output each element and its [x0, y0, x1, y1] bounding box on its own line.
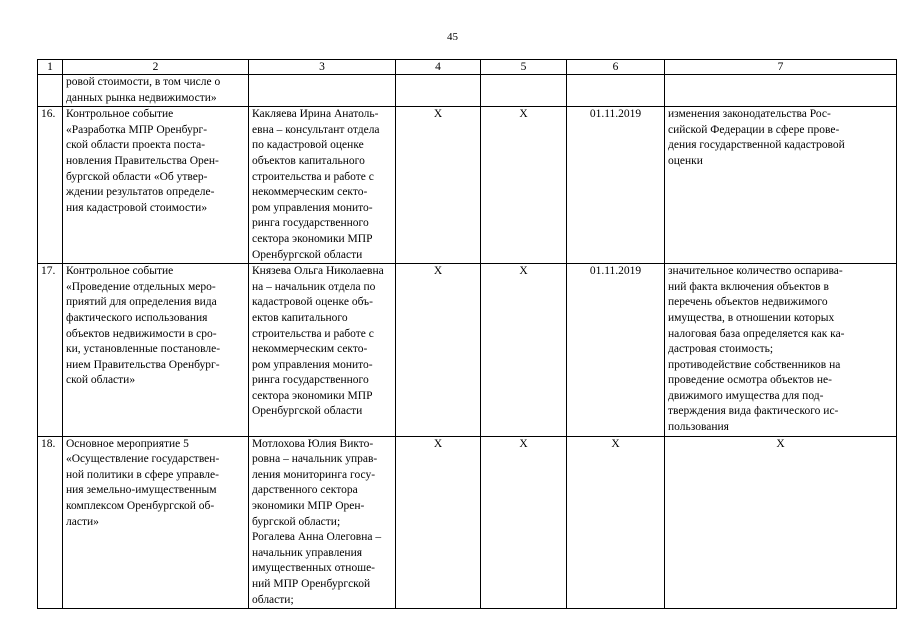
event-cell [63, 107, 249, 264]
text-line: ний МПР Оренбургской [252, 578, 371, 590]
text-line: Оренбургской области [252, 248, 363, 261]
text-line: движимого имущества для под- [668, 389, 824, 402]
risk-cell [665, 264, 897, 437]
row-number-cell: 17. [38, 264, 63, 437]
text-line: ласти» [66, 515, 99, 528]
text-line: дастровая стоимость; [668, 343, 774, 356]
text-line: ской области» [66, 374, 136, 387]
col5-cell: X [481, 107, 567, 264]
text-line: перечень объектов недвижимого [668, 296, 828, 309]
responsible-cell [249, 436, 396, 609]
text-line: Основное мероприятие 5 [66, 437, 189, 450]
date-cell: X [567, 436, 665, 609]
text-line: кадастровой оценке объ- [252, 296, 373, 309]
text-line: бургской области «Об утвер- [66, 170, 208, 183]
text-line: сектора экономики МПР [252, 232, 373, 245]
text-line: бургской области; [252, 515, 341, 528]
col5-cell: X [481, 264, 567, 437]
text-line: изменения законодательства Рос- [668, 108, 831, 121]
text-line: Оренбургской области [252, 405, 363, 418]
text-line: комплексом Оренбургской об- [66, 500, 215, 513]
text-line: ром управления монито- [252, 201, 373, 214]
text-line: евна – консультант отдела [252, 123, 380, 136]
date-cell: 01.11.2019 [567, 264, 665, 437]
column-header-5: 5 [481, 60, 567, 75]
continuation-row [38, 75, 897, 107]
col7-cell [665, 75, 897, 107]
text-line: приятий для определения вида [66, 296, 217, 309]
col5-cell [481, 75, 567, 107]
text-line: ринга государственного [252, 217, 369, 230]
text-line: объектов капитального [252, 154, 365, 167]
program-events-table [37, 59, 897, 609]
column-header-1: 1 [38, 60, 63, 75]
event-cell [63, 436, 249, 609]
table-row-18 [38, 436, 897, 609]
text-line: ния земельно-имущественным [66, 484, 217, 497]
column-header-7: 7 [665, 60, 897, 75]
text-line: налоговая база определяется как ка- [668, 327, 845, 340]
text-line: сектора экономики МПР [252, 389, 373, 402]
text-line: ний факта включения объектов в [668, 280, 829, 293]
text-line: сийской Федерации в сфере прове- [668, 123, 840, 136]
text-line: дарственного сектора [252, 484, 358, 497]
text-line: ления мониторинга госу- [252, 468, 376, 481]
text-line: Какляева Ирина Анатоль- [252, 108, 379, 121]
row-number-cell: 18. [38, 436, 63, 609]
text-line: ной политики в сфере управле- [66, 468, 219, 481]
column-header-4: 4 [396, 60, 481, 75]
text-line: начальник управления [252, 546, 363, 559]
text-line: ровой стоимости, в том числе о [66, 76, 221, 88]
text-line: некоммерческим секто- [252, 343, 368, 356]
text-line: объектов недвижимости в сро- [66, 327, 217, 340]
text-line: ром управления монито- [252, 358, 373, 371]
text-line: Мотлохова Юлия Викто- [252, 437, 374, 450]
text-line: данных рынка недвижимости» [66, 91, 217, 104]
text-line: оценки [668, 154, 703, 167]
row-number-cell [38, 75, 63, 107]
text-line: на – начальник отдела по [252, 280, 376, 293]
col5-cell: X [481, 436, 567, 609]
text-line: проведение осмотра объектов не- [668, 374, 832, 387]
row-number-cell: 16. [38, 107, 63, 264]
col6-cell [567, 75, 665, 107]
text-line: противодействие собственников на [668, 358, 841, 371]
text-line: Князева Ольга Николаевна [252, 265, 384, 278]
text-line: фактического использования [66, 311, 208, 324]
text-line: области; [252, 593, 294, 606]
date-cell: 01.11.2019 [567, 107, 665, 264]
text-line: ровна – начальник управ- [252, 453, 378, 466]
text-line: Контрольное событие [66, 265, 174, 278]
text-line: строительства и работе с [252, 170, 374, 183]
text-line: новления Правительства Орен- [66, 154, 219, 167]
text-line: ждении результатов определе- [66, 186, 215, 199]
page-number: 45 [447, 31, 458, 43]
risk-cell: X [665, 436, 897, 609]
text-line: ки, установленные постановле- [66, 343, 221, 356]
text-line: значительное количество оспарива- [668, 265, 843, 278]
event-cell [63, 75, 249, 107]
text-line: нием Правительства Оренбург- [66, 358, 220, 371]
text-line: Рогалева Анна Олеговна – [252, 531, 382, 544]
text-line: «Осуществление государствен- [66, 453, 220, 466]
responsible-cell [249, 75, 396, 107]
text-line: некоммерческим секто- [252, 186, 368, 199]
header-row [38, 60, 897, 75]
col4-cell: X [396, 436, 481, 609]
text-line: «Разработка МПР Оренбург- [66, 123, 208, 136]
text-line: имущества, в отношении которых [668, 311, 835, 324]
text-line: ектов капитального [252, 311, 348, 324]
text-line: ния кадастровой стоимости» [66, 201, 208, 214]
text-line: экономики МПР Орен- [252, 500, 365, 513]
col4-cell: X [396, 107, 481, 264]
column-header-3: 3 [249, 60, 396, 75]
col4-cell: X [396, 264, 481, 437]
responsible-cell [249, 264, 396, 437]
column-header-2: 2 [63, 60, 249, 75]
text-line: пользования [668, 421, 729, 434]
table-row-17 [38, 264, 897, 437]
event-cell [63, 264, 249, 437]
text-line: ской области проекта поста- [66, 139, 206, 152]
text-line: строительства и работе с [252, 327, 374, 340]
text-line: дения государственной кадастровой [668, 139, 845, 152]
column-header-6: 6 [567, 60, 665, 75]
responsible-cell [249, 107, 396, 264]
col4-cell [396, 75, 481, 107]
text-line: тверждения вида фактического ис- [668, 405, 839, 418]
text-line: Контрольное событие [66, 108, 174, 121]
risk-cell [665, 107, 897, 264]
text-line: «Проведение отдельных меро- [66, 280, 216, 293]
text-line: имущественных отноше- [252, 562, 376, 575]
text-line: по кадастровой оценке [252, 139, 364, 152]
text-line: ринга государственного [252, 374, 369, 387]
table-row-16 [38, 107, 897, 264]
